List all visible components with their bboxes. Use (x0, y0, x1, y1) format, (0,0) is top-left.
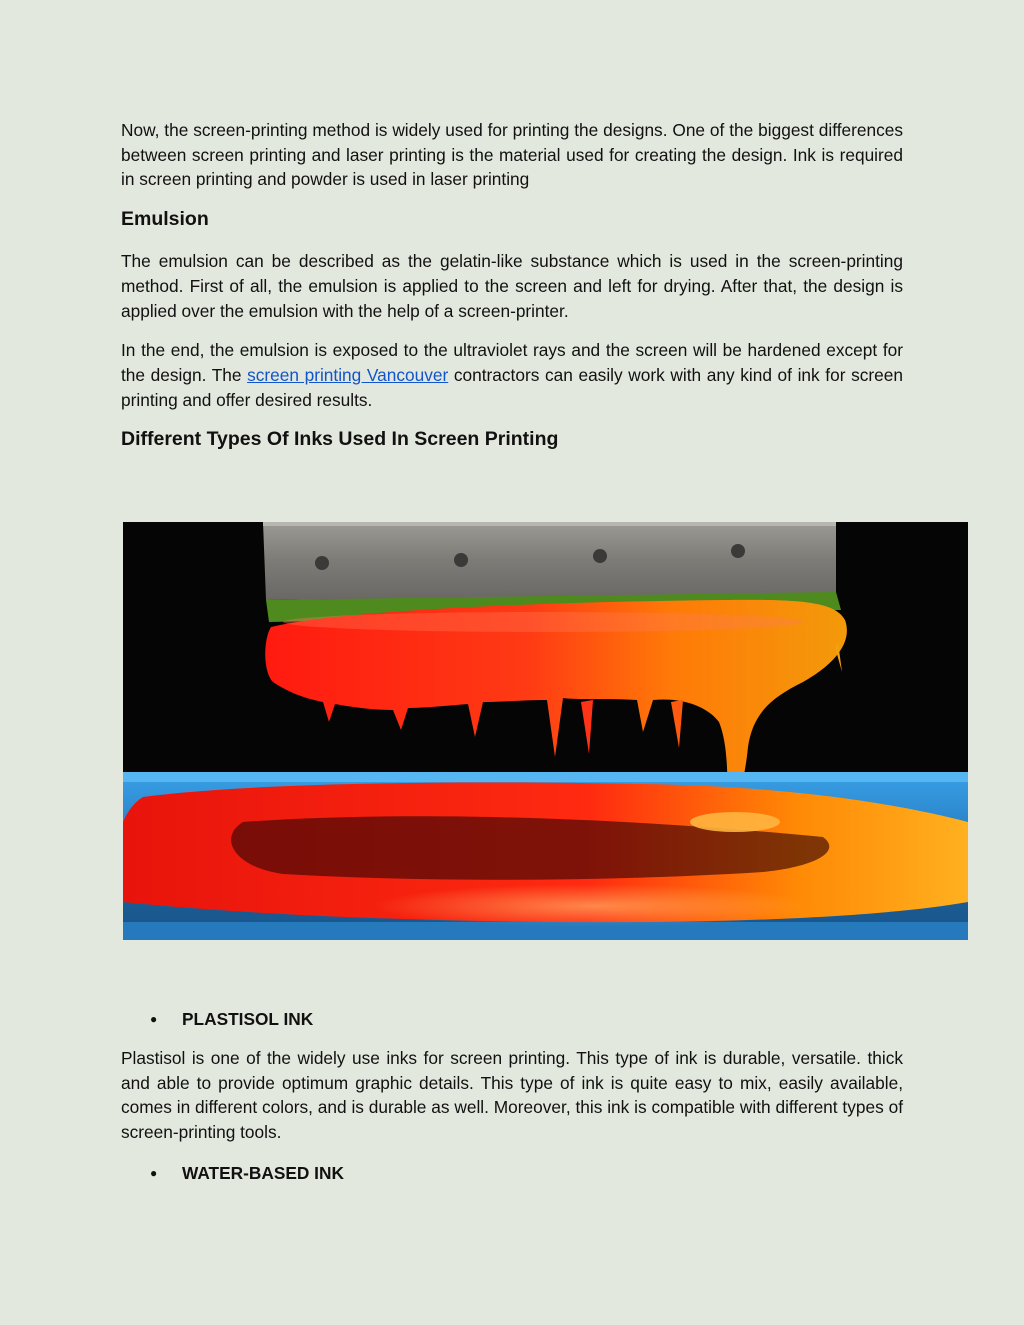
document-page (121, 118, 903, 469)
blade-screw (454, 553, 468, 567)
water-based-ink-label: WATER-BASED INK (182, 1163, 344, 1183)
bullet-plastisol-ink (121, 1007, 313, 1031)
inks-heading: Different Types Of Inks Used In Screen Printing (121, 428, 559, 451)
emulsion-paragraph-1: The emulsion can be described as the gelatin-like substance which is used in the screen-printing method. First of all, the emulsion is applied to the screen and left for drying. After that, the design is applied over the emulsion with the help of a screen-printer. (121, 251, 903, 321)
plastisol-paragraph: Plastisol is one of the widely use inks for screen printing. This type of ink is durable, versatile. thick and able to provide optimum graphic details. This type of ink is quite easy to mix, easily available, comes in different colors, and is durable as well. Moreover, this ink is compatible with different types of screen-printing tools. (121, 1048, 903, 1143)
emulsion-paragraph-2-end: contractors can easily work with any kind of ink for screen printing and offer desired results. (121, 364, 903, 410)
screen-printing-vancouver-link[interactable]: screen printing Vancouver (247, 364, 449, 385)
emulsion-paragraph-2-start: In the end, the emulsion is exposed to the ultraviolet rays and the screen will be hardened except for the design. The (121, 340, 903, 385)
emulsion-heading: Emulsion (121, 208, 209, 231)
plastisol-block (121, 1046, 903, 1160)
intro-paragraph: Now, the screen-printing method is widely used for printing the designs. One of the biggest differences between screen printing and laser printing is the material used for creating the design. Ink is required in screen printing and powder is used in laser printing (121, 120, 903, 190)
blade-screw (731, 544, 745, 558)
bullet-dot-icon: ● (150, 1012, 158, 1026)
bullet-dot-icon: ● (150, 1166, 158, 1180)
blade-screw (593, 549, 607, 563)
emulsion-paragraph-2 (121, 338, 903, 412)
screen-printing-photo (123, 522, 968, 940)
blade-screw (315, 556, 329, 570)
bullet-water-based-ink (121, 1161, 344, 1185)
plastisol-ink-label: PLASTISOL INK (182, 1009, 314, 1029)
